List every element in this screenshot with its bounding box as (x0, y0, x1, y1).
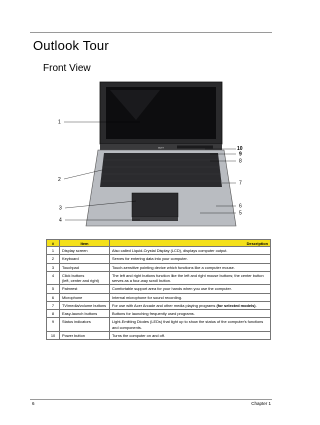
touchpad (132, 193, 178, 217)
callout-2: 2 (58, 177, 61, 183)
page-number: 6 (32, 401, 35, 406)
brand-logo: acer (158, 145, 164, 150)
table-row (47, 293, 271, 301)
callout-10: 10 (237, 146, 243, 152)
row-description-note: (for selected models) (216, 302, 256, 308)
row-item: TV/media/volume buttons (60, 301, 110, 309)
page-title: Outlook Tour (33, 38, 109, 53)
row-number: 10 (47, 331, 60, 339)
front-view-table (46, 239, 271, 340)
header-rule (30, 32, 272, 33)
table-row (47, 255, 271, 263)
row-description: Internal microphone for sound recording. (110, 293, 271, 301)
row-item: Power button (60, 331, 110, 339)
table-row (47, 271, 271, 285)
header-number: # (47, 240, 60, 247)
row-description (110, 301, 271, 309)
row-item: Keyboard (60, 255, 110, 263)
header-description: Description (110, 240, 271, 247)
row-number: 4 (47, 271, 60, 285)
row-description: Buttons for launching frequently used programs. (110, 310, 271, 318)
row-number: 7 (47, 301, 60, 309)
table-row (47, 331, 271, 339)
table-row (47, 263, 271, 271)
row-description-text: For use with Acer Arcade and other media playing programs (112, 302, 216, 308)
click-buttons (132, 217, 178, 221)
table-row (47, 285, 271, 293)
row-number: 8 (47, 310, 60, 318)
row-description-end: . (255, 302, 257, 308)
row-description: Serves for entering data into your computer. (110, 255, 271, 263)
callout-7: 7 (239, 180, 242, 187)
callout-9: 9 (239, 151, 242, 158)
button-strip (177, 146, 213, 149)
row-item: Easy-launch buttons (60, 310, 110, 318)
row-number: 6 (47, 293, 60, 301)
chapter-label: Chapter 1 (251, 401, 271, 406)
header-item: Item (60, 240, 110, 247)
laptop-front-view-illustration (40, 80, 270, 228)
footer-rule (30, 399, 272, 400)
row-item: Click buttons (left, center and right) (60, 271, 110, 285)
callout-3: 3 (59, 205, 62, 212)
row-item: Palmrest (60, 285, 110, 293)
table-row (47, 301, 271, 309)
row-description: Touch-sensitive pointing device which functions like a computer mouse. (110, 263, 271, 271)
table-row (47, 310, 271, 318)
row-item: Status indicators (60, 318, 110, 332)
row-number: 1 (47, 247, 60, 255)
row-item: Microphone (60, 293, 110, 301)
callout-5: 5 (239, 210, 242, 217)
keyboard (100, 153, 222, 187)
callout-8: 8 (239, 158, 242, 165)
table-row (47, 318, 271, 332)
row-item: Touchpad (60, 263, 110, 271)
row-description: Comfortable support area for your hands when you use the computer. (110, 285, 271, 293)
callout-1: 1 (58, 119, 61, 126)
row-description: Turns the computer on and off. (110, 331, 271, 339)
row-number: 3 (47, 263, 60, 271)
row-description: Light-Emitting Diodes (LEDs) that light up to show the status of the computer's functions and components. (110, 318, 271, 332)
section-subtitle: Front View (43, 63, 91, 74)
row-number: 9 (47, 318, 60, 332)
row-description: The left and right buttons function like the left and right mouse buttons; the center button serves as a four-way scroll button. (110, 271, 271, 285)
callout-6: 6 (239, 203, 242, 210)
row-description: Also called Liquid-Crystal Display (LCD), displays computer output. (110, 247, 271, 255)
callout-4: 4 (59, 217, 62, 224)
table-header-row (47, 240, 271, 247)
row-item: Display screen (60, 247, 110, 255)
table-row (47, 247, 271, 255)
row-number: 5 (47, 285, 60, 293)
row-number: 2 (47, 255, 60, 263)
